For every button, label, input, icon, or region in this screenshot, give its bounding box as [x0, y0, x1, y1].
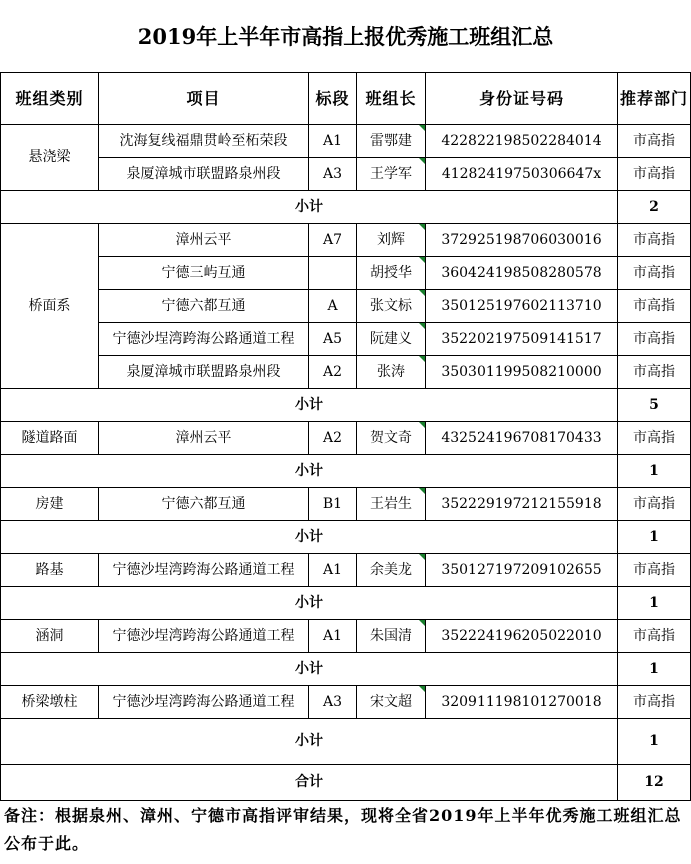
- project-cell: 宁德沙埕湾跨海公路通道工程: [99, 620, 309, 653]
- subtotal-row: [1, 653, 691, 686]
- id-number-cell: 350125197602113710: [426, 290, 618, 323]
- table-row: [1, 620, 691, 653]
- dept-cell: 市高指: [618, 323, 691, 356]
- dept-cell: 市高指: [618, 356, 691, 389]
- total-value: 12: [618, 765, 691, 801]
- leader-cell: 余美龙: [357, 554, 426, 587]
- project-cell: 漳州云平: [99, 224, 309, 257]
- id-number-cell: 372925198706030016: [426, 224, 618, 257]
- dept-cell: 市高指: [618, 554, 691, 587]
- total-label: 合计: [1, 765, 618, 801]
- table-row: [1, 224, 691, 257]
- dept-cell: 市高指: [618, 224, 691, 257]
- id-number-cell: 360424198508280578: [426, 257, 618, 290]
- id-number-cell: 41282419750306647x: [426, 158, 618, 191]
- subtotal-label: 小计: [1, 191, 618, 224]
- section-cell: A3: [309, 158, 357, 191]
- project-cell: 沈海复线福鼎贯岭至柘荣段: [99, 125, 309, 158]
- table-row: [1, 356, 691, 389]
- leader-cell: 刘辉: [357, 224, 426, 257]
- total-row: [1, 765, 691, 801]
- category-cell: 路基: [1, 554, 99, 587]
- project-cell: 泉厦漳城市联盟路泉州段: [99, 158, 309, 191]
- id-number-cell: 422822198502284014: [426, 125, 618, 158]
- header-row: [1, 73, 691, 125]
- subtotal-value: 1: [618, 719, 691, 765]
- dept-cell: 市高指: [618, 422, 691, 455]
- project-cell: 漳州云平: [99, 422, 309, 455]
- header-id-number: 身份证号码: [426, 73, 618, 125]
- project-cell: 宁德六都互通: [99, 290, 309, 323]
- subtotal-label: 小计: [1, 587, 618, 620]
- table-row: [1, 290, 691, 323]
- project-cell: 宁德六都互通: [99, 488, 309, 521]
- category-cell: 涵洞: [1, 620, 99, 653]
- section-cell: A5: [309, 323, 357, 356]
- table-body: [1, 73, 691, 801]
- category-cell: 悬浇梁: [1, 125, 99, 191]
- leader-cell: 张文标: [357, 290, 426, 323]
- header-leader: 班组长: [357, 73, 426, 125]
- subtotal-value: 1: [618, 455, 691, 488]
- id-number-cell: 352229197212155918: [426, 488, 618, 521]
- dept-cell: 市高指: [618, 290, 691, 323]
- dept-cell: 市高指: [618, 257, 691, 290]
- section-cell: A2: [309, 422, 357, 455]
- leader-cell: 王岩生: [357, 488, 426, 521]
- header-dept: 推荐部门: [618, 73, 691, 125]
- summary-table: [0, 72, 691, 801]
- leader-cell: 胡授华: [357, 257, 426, 290]
- subtotal-value: 1: [618, 653, 691, 686]
- table-row: [1, 488, 691, 521]
- header-project: 项目: [99, 73, 309, 125]
- project-cell: 宁德沙埕湾跨海公路通道工程: [99, 554, 309, 587]
- leader-cell: 贺文奇: [357, 422, 426, 455]
- subtotal-row: [1, 521, 691, 554]
- subtotal-value: 5: [618, 389, 691, 422]
- table-row: [1, 422, 691, 455]
- id-number-cell: 350301199508210000: [426, 356, 618, 389]
- subtotal-row: [1, 455, 691, 488]
- project-cell: 宁德三屿互通: [99, 257, 309, 290]
- id-number-cell: 432524196708170433: [426, 422, 618, 455]
- subtotal-row: [1, 719, 691, 765]
- section-cell: [309, 257, 357, 290]
- subtotal-value: 2: [618, 191, 691, 224]
- section-cell: A3: [309, 686, 357, 719]
- table-row: [1, 686, 691, 719]
- subtotal-value: 1: [618, 587, 691, 620]
- subtotal-row: [1, 191, 691, 224]
- table-row: [1, 125, 691, 158]
- table-row: [1, 323, 691, 356]
- leader-cell: 王学军: [357, 158, 426, 191]
- id-number-cell: 350127197209102655: [426, 554, 618, 587]
- dept-cell: 市高指: [618, 488, 691, 521]
- project-cell: 泉厦漳城市联盟路泉州段: [99, 356, 309, 389]
- section-cell: A1: [309, 125, 357, 158]
- subtotal-label: 小计: [1, 521, 618, 554]
- id-number-cell: 320911198101270018: [426, 686, 618, 719]
- category-cell: 房建: [1, 488, 99, 521]
- section-cell: A1: [309, 554, 357, 587]
- category-cell: 桥梁墩柱: [1, 686, 99, 719]
- header-section: 标段: [309, 73, 357, 125]
- id-number-cell: 352224196205022010: [426, 620, 618, 653]
- subtotal-row: [1, 389, 691, 422]
- category-cell: 桥面系: [1, 224, 99, 389]
- leader-cell: 雷鄂建: [357, 125, 426, 158]
- subtotal-value: 1: [618, 521, 691, 554]
- subtotal-label: 小计: [1, 455, 618, 488]
- section-cell: A7: [309, 224, 357, 257]
- page-title: 2019年上半年市高指上报优秀施工班组汇总: [137, 24, 554, 49]
- dept-cell: 市高指: [618, 125, 691, 158]
- header-category: 班组类别: [1, 73, 99, 125]
- leader-cell: 宋文超: [357, 686, 426, 719]
- subtotal-row: [1, 587, 691, 620]
- footnote: 备注：根据泉州、漳州、宁德市高指评审结果，现将全省2019年上半年优秀施工班组汇总公布于此。: [4, 806, 682, 853]
- dept-cell: 市高指: [618, 158, 691, 191]
- project-cell: 宁德沙埕湾跨海公路通道工程: [99, 686, 309, 719]
- leader-cell: 朱国清: [357, 620, 426, 653]
- section-cell: A: [309, 290, 357, 323]
- table-row: [1, 257, 691, 290]
- table-row: [1, 158, 691, 191]
- project-cell: 宁德沙埕湾跨海公路通道工程: [99, 323, 309, 356]
- section-cell: A1: [309, 620, 357, 653]
- subtotal-label: 小计: [1, 653, 618, 686]
- section-cell: B1: [309, 488, 357, 521]
- id-number-cell: 352202197509141517: [426, 323, 618, 356]
- dept-cell: 市高指: [618, 620, 691, 653]
- subtotal-label: 小计: [1, 389, 618, 422]
- leader-cell: 阮建义: [357, 323, 426, 356]
- section-cell: A2: [309, 356, 357, 389]
- category-cell: 隧道路面: [1, 422, 99, 455]
- subtotal-label: 小计: [1, 719, 618, 765]
- table-row: [1, 554, 691, 587]
- leader-cell: 张涛: [357, 356, 426, 389]
- dept-cell: 市高指: [618, 686, 691, 719]
